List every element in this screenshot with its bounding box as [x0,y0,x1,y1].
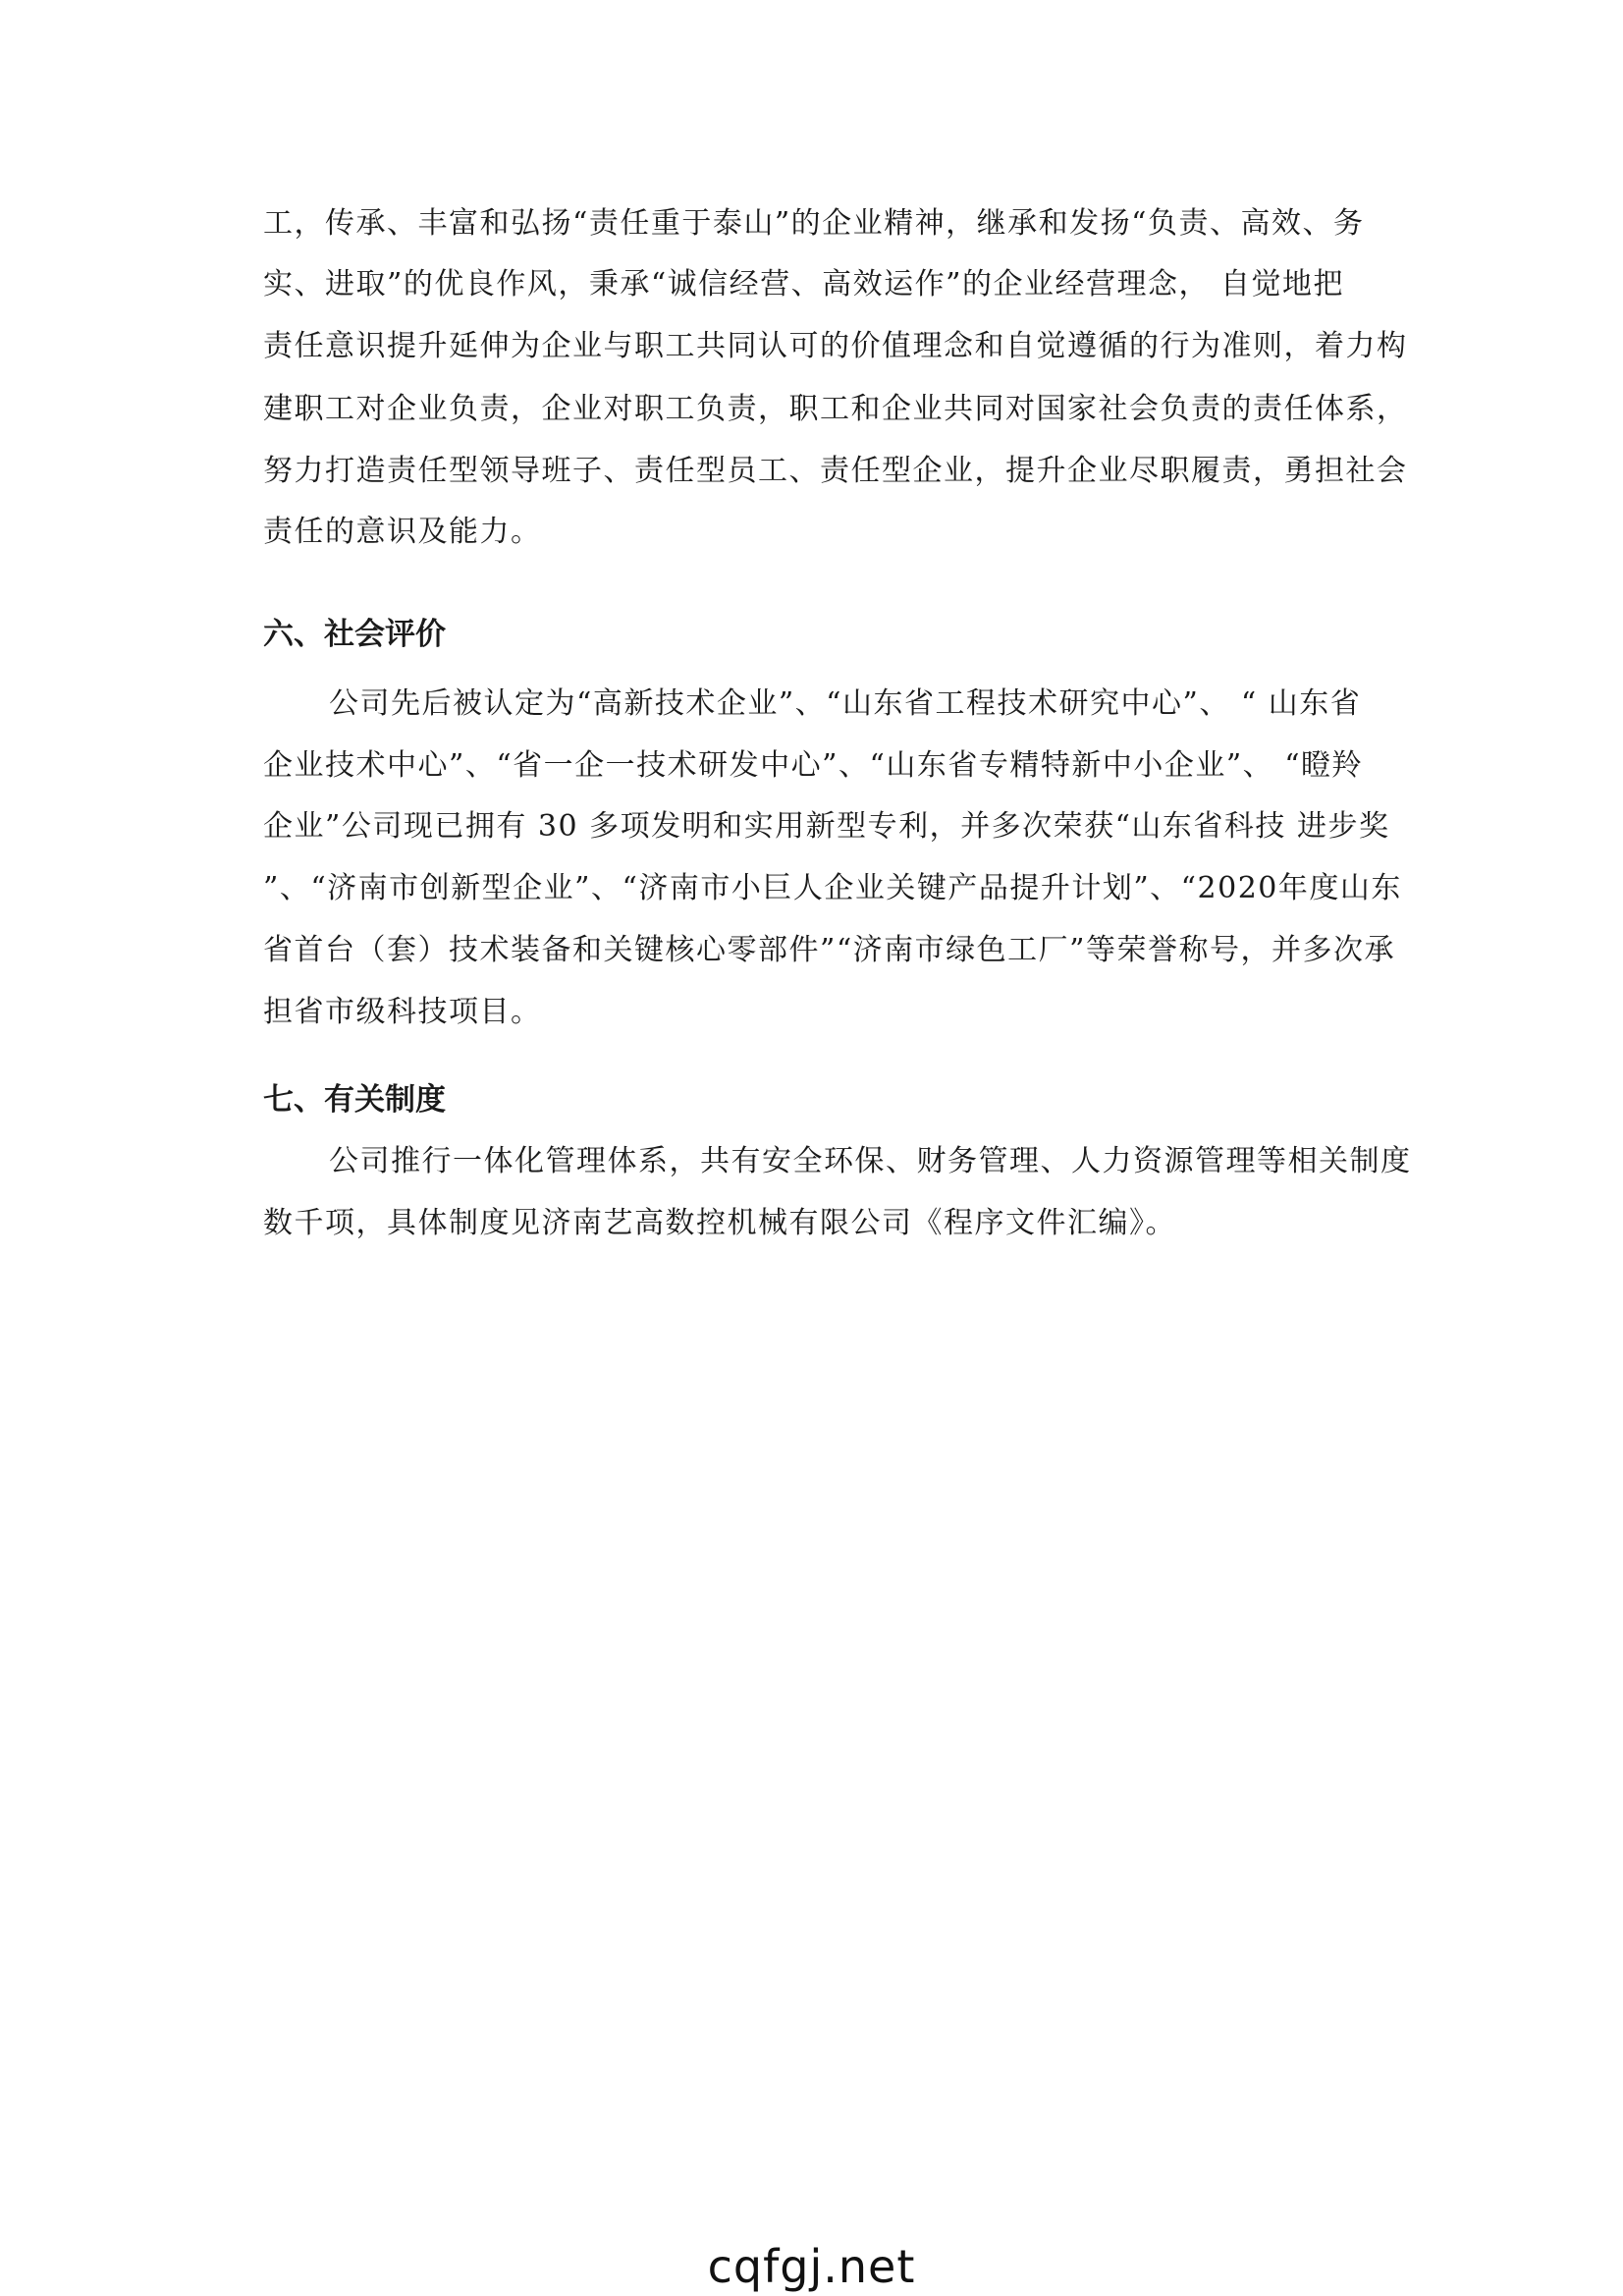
paragraph-line: 省首台（套）技术装备和关键核心零部件”“济南市绿色工厂”等荣誉称号，并多次承 [263,933,1396,967]
paragraph-line: 责任意识提升延伸为企业与职工共同认可的价值理念和自觉遵循的行为准则，着力构 [263,329,1408,363]
paragraph-line: 建职工对企业负责，企业对职工负责，职工和企业共同对国家社会负责的责任体系， [263,392,1408,426]
paragraph-line: 工，传承、丰富和弘扬“责任重于泰山”的企业精神，继承和发扬“负责、高效、务 [263,206,1365,241]
paragraph-line: 实、进取”的优良作风，秉承“诚信经营、高效运作”的企业经营理念， 自觉地把 [263,267,1345,301]
paragraph-line: ”、“济南市创新型企业”、“济南市小巨人企业关键产品提升计划”、“2020年度山东 [263,871,1402,905]
section7-heading: 七、有关制度 [263,1082,446,1118]
paragraph-line: 公司推行一体化管理体系，共有安全环保、财务管理、人力资源管理等相关制度 [329,1144,1412,1178]
paragraph-line: 担省市级科技项目。 [263,995,542,1029]
site-watermark: cqfgj.net [707,2240,916,2293]
section6-heading: 六、社会评价 [263,617,446,652]
paragraph-line: 数千项，具体制度见济南艺高数控机械有限公司《程序文件汇编》。 [263,1206,1176,1240]
paragraph-line: 责任的意识及能力。 [263,515,542,549]
paragraph-line: 企业技术中心”、“省一企一技术研发中心”、“山东省专精特新中小企业”、 “瞪羚 [263,748,1364,783]
paragraph-line: 企业”公司现已拥有 30 多项发明和实用新型专利，并多次荣获“山东省科技 进步奖 [263,809,1390,844]
paragraph-line: 公司先后被认定为“高新技术企业”、“山东省工程技术研究中心”、 “ 山东省 [329,686,1362,721]
paragraph-line: 努力打造责任型领导班子、责任型员工、责任型企业，提升企业尽职履责，勇担社会 [263,454,1408,488]
